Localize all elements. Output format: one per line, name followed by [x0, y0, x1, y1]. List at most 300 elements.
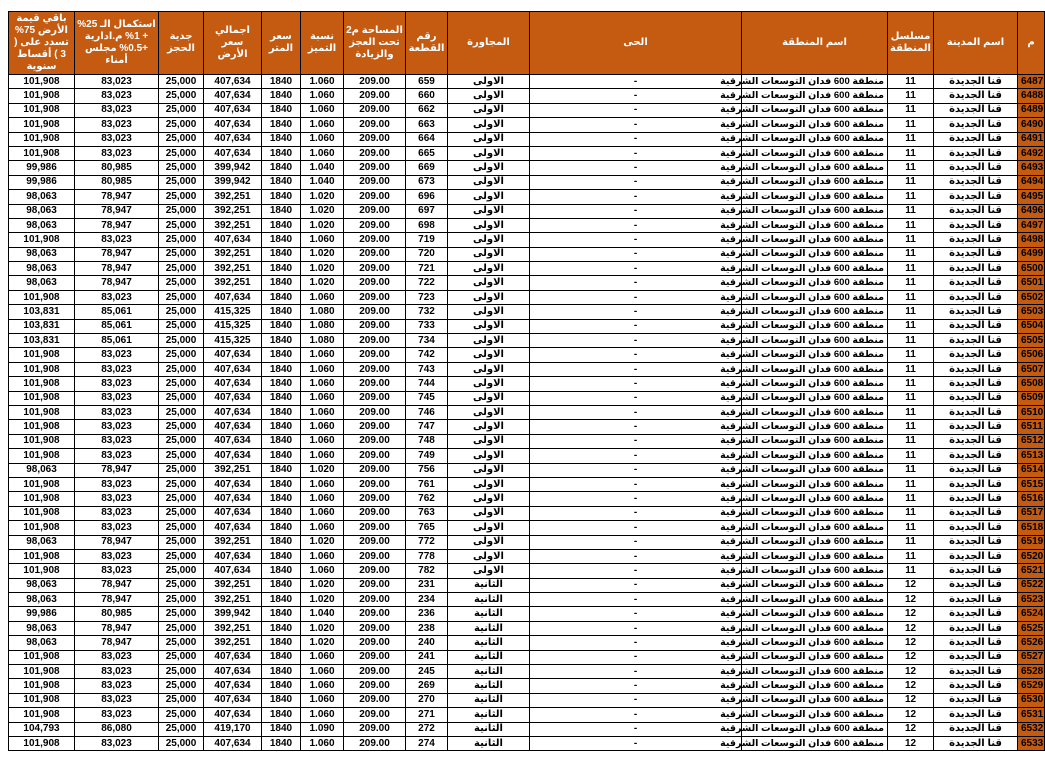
ratio-cell: 1.060 — [301, 650, 344, 664]
meter-price-cell: 1840 — [262, 492, 301, 506]
zone-name-cell: منطقة 600 فدان التوسعات الشرقية — [742, 276, 888, 290]
city-cell: قنا الجديدة — [934, 665, 1018, 679]
district-cell: - — [530, 262, 742, 276]
district-cell: - — [530, 391, 742, 405]
advance-cell: 83,023 — [75, 118, 159, 132]
remaining-cell: 101,908 — [9, 506, 75, 520]
row-id-cell: 6516 — [1018, 492, 1045, 506]
district-cell: - — [530, 405, 742, 419]
zone-name-cell: منطقة 600 فدان التوسعات الشرقية — [742, 75, 888, 89]
remaining-cell: 98,063 — [9, 190, 75, 204]
ratio-cell: 1.060 — [301, 564, 344, 578]
deposit-cell: 25,000 — [159, 722, 204, 736]
table-row — [9, 736, 1045, 750]
meter-price-cell: 1840 — [262, 621, 301, 635]
row-id-cell: 6507 — [1018, 362, 1045, 376]
total-price-cell: 392,251 — [204, 190, 262, 204]
zone-name-cell: منطقة 600 فدان التوسعات الشرقية — [742, 161, 888, 175]
city-cell: قنا الجديدة — [934, 449, 1018, 463]
ratio-cell: 1.060 — [301, 549, 344, 563]
zone-seq-cell: 11 — [888, 477, 934, 491]
zone-name-cell: منطقة 600 فدان التوسعات الشرقية — [742, 679, 888, 693]
district-cell: - — [530, 621, 742, 635]
row-id-cell: 6528 — [1018, 665, 1045, 679]
advance-cell: 78,947 — [75, 578, 159, 592]
total-price-cell: 407,634 — [204, 89, 262, 103]
meter-price-cell: 1840 — [262, 190, 301, 204]
deposit-cell: 25,000 — [159, 348, 204, 362]
district-cell: - — [530, 449, 742, 463]
plot-number-cell: 240 — [406, 636, 448, 650]
neighborhood-cell: الثانية — [448, 607, 530, 621]
city-cell: قنا الجديدة — [934, 262, 1018, 276]
area-cell: 209.00 — [344, 463, 406, 477]
neighborhood-cell: الاولى — [448, 521, 530, 535]
meter-price-cell: 1840 — [262, 636, 301, 650]
zone-name-cell: منطقة 600 فدان التوسعات الشرقية — [742, 146, 888, 160]
city-cell: قنا الجديدة — [934, 621, 1018, 635]
total-price-cell: 392,251 — [204, 636, 262, 650]
plot-number-cell: 236 — [406, 607, 448, 621]
zone-name-cell: منطقة 600 فدان التوسعات الشرقية — [742, 549, 888, 563]
city-cell: قنا الجديدة — [934, 578, 1018, 592]
advance-cell: 83,023 — [75, 391, 159, 405]
total-price-cell: 415,325 — [204, 305, 262, 319]
plot-number-cell: 234 — [406, 593, 448, 607]
remaining-cell: 98,063 — [9, 218, 75, 232]
total-price-cell: 392,251 — [204, 218, 262, 232]
district-cell: - — [530, 75, 742, 89]
plot-number-cell: 761 — [406, 477, 448, 491]
neighborhood-cell: الاولى — [448, 319, 530, 333]
total-price-cell: 407,634 — [204, 377, 262, 391]
area-cell: 209.00 — [344, 362, 406, 376]
meter-price-cell: 1840 — [262, 305, 301, 319]
city-cell: قنا الجديدة — [934, 521, 1018, 535]
zone-seq-cell: 11 — [888, 434, 934, 448]
deposit-cell: 25,000 — [159, 204, 204, 218]
zone-name-cell: منطقة 600 فدان التوسعات الشرقية — [742, 607, 888, 621]
remaining-cell: 101,908 — [9, 233, 75, 247]
table-row — [9, 319, 1045, 333]
deposit-cell: 25,000 — [159, 593, 204, 607]
deposit-cell: 25,000 — [159, 247, 204, 261]
deposit-cell: 25,000 — [159, 362, 204, 376]
area-cell: 209.00 — [344, 736, 406, 750]
meter-price-cell: 1840 — [262, 477, 301, 491]
zone-name-cell: منطقة 600 فدان التوسعات الشرقية — [742, 218, 888, 232]
remaining-cell: 103,831 — [9, 319, 75, 333]
district-cell: - — [530, 679, 742, 693]
zone-seq-cell: 11 — [888, 449, 934, 463]
neighborhood-cell: الاولى — [448, 103, 530, 117]
total-price-cell: 407,634 — [204, 348, 262, 362]
row-id-cell: 6530 — [1018, 693, 1045, 707]
plot-number-cell: 733 — [406, 319, 448, 333]
district-cell: - — [530, 305, 742, 319]
advance-cell: 83,023 — [75, 146, 159, 160]
city-cell: قنا الجديدة — [934, 391, 1018, 405]
remaining-cell: 101,908 — [9, 564, 75, 578]
zone-seq-cell: 11 — [888, 146, 934, 160]
row-id-cell: 6502 — [1018, 290, 1045, 304]
plot-number-cell: 778 — [406, 549, 448, 563]
district-cell: - — [530, 161, 742, 175]
city-cell: قنا الجديدة — [934, 405, 1018, 419]
row-id-cell: 6491 — [1018, 132, 1045, 146]
zone-seq-cell: 11 — [888, 362, 934, 376]
header-ratio: نسبة التميز — [301, 12, 344, 75]
total-price-cell: 392,251 — [204, 578, 262, 592]
header-neighborhood: المجاورة — [448, 12, 530, 75]
ratio-cell: 1.060 — [301, 736, 344, 750]
area-cell: 209.00 — [344, 319, 406, 333]
zone-name-cell: منطقة 600 فدان التوسعات الشرقية — [742, 564, 888, 578]
city-cell: قنا الجديدة — [934, 305, 1018, 319]
header-zone: اسم المنطقة — [742, 12, 888, 75]
meter-price-cell: 1840 — [262, 535, 301, 549]
meter-price-cell: 1840 — [262, 348, 301, 362]
district-cell: - — [530, 118, 742, 132]
area-cell: 209.00 — [344, 247, 406, 261]
remaining-cell: 101,908 — [9, 146, 75, 160]
deposit-cell: 25,000 — [159, 463, 204, 477]
zone-name-cell: منطقة 600 فدان التوسعات الشرقية — [742, 348, 888, 362]
city-cell: قنا الجديدة — [934, 420, 1018, 434]
table-row — [9, 247, 1045, 261]
neighborhood-cell: الثانية — [448, 621, 530, 635]
row-id-cell: 6498 — [1018, 233, 1045, 247]
meter-price-cell: 1840 — [262, 521, 301, 535]
plot-number-cell: 698 — [406, 218, 448, 232]
zone-seq-cell: 11 — [888, 564, 934, 578]
district-cell: - — [530, 377, 742, 391]
meter-price-cell: 1840 — [262, 146, 301, 160]
neighborhood-cell: الاولى — [448, 477, 530, 491]
row-id-cell: 6492 — [1018, 146, 1045, 160]
neighborhood-cell: الثانية — [448, 650, 530, 664]
deposit-cell: 25,000 — [159, 578, 204, 592]
district-cell: - — [530, 665, 742, 679]
plot-number-cell: 744 — [406, 377, 448, 391]
remaining-cell: 98,063 — [9, 204, 75, 218]
plot-number-cell: 742 — [406, 348, 448, 362]
meter-price-cell: 1840 — [262, 262, 301, 276]
city-cell: قنا الجديدة — [934, 434, 1018, 448]
ratio-cell: 1.060 — [301, 89, 344, 103]
row-id-cell: 6497 — [1018, 218, 1045, 232]
deposit-cell: 25,000 — [159, 492, 204, 506]
total-price-cell: 407,634 — [204, 477, 262, 491]
advance-cell: 83,023 — [75, 477, 159, 491]
deposit-cell: 25,000 — [159, 175, 204, 189]
deposit-cell: 25,000 — [159, 449, 204, 463]
row-id-cell: 6531 — [1018, 708, 1045, 722]
plot-number-cell: 719 — [406, 233, 448, 247]
table-row — [9, 190, 1045, 204]
advance-cell: 85,061 — [75, 334, 159, 348]
zone-seq-cell: 11 — [888, 348, 934, 362]
table-row — [9, 348, 1045, 362]
neighborhood-cell: الاولى — [448, 449, 530, 463]
ratio-cell: 1.060 — [301, 377, 344, 391]
row-id-cell: 6522 — [1018, 578, 1045, 592]
district-cell: - — [530, 218, 742, 232]
meter-price-cell: 1840 — [262, 290, 301, 304]
remaining-cell: 103,831 — [9, 305, 75, 319]
area-cell: 209.00 — [344, 693, 406, 707]
table-row — [9, 564, 1045, 578]
area-cell: 209.00 — [344, 650, 406, 664]
advance-cell: 78,947 — [75, 190, 159, 204]
ratio-cell: 1.040 — [301, 607, 344, 621]
city-cell: قنا الجديدة — [934, 204, 1018, 218]
total-price-cell: 392,251 — [204, 247, 262, 261]
table-row — [9, 377, 1045, 391]
advance-cell: 83,023 — [75, 75, 159, 89]
ratio-cell: 1.060 — [301, 449, 344, 463]
advance-cell: 83,023 — [75, 679, 159, 693]
plot-number-cell: 270 — [406, 693, 448, 707]
neighborhood-cell: الثانية — [448, 722, 530, 736]
zone-seq-cell: 12 — [888, 578, 934, 592]
total-price-cell: 407,634 — [204, 736, 262, 750]
remaining-cell: 101,908 — [9, 679, 75, 693]
row-id-cell: 6517 — [1018, 506, 1045, 520]
ratio-cell: 1.080 — [301, 334, 344, 348]
ratio-cell: 1.020 — [301, 262, 344, 276]
plot-number-cell: 241 — [406, 650, 448, 664]
deposit-cell: 25,000 — [159, 146, 204, 160]
zone-name-cell: منطقة 600 فدان التوسعات الشرقية — [742, 247, 888, 261]
zone-name-cell: منطقة 600 فدان التوسعات الشرقية — [742, 736, 888, 750]
remaining-cell: 98,063 — [9, 621, 75, 635]
row-id-cell: 6500 — [1018, 262, 1045, 276]
ratio-cell: 1.060 — [301, 477, 344, 491]
ratio-cell: 1.060 — [301, 75, 344, 89]
neighborhood-cell: الثانية — [448, 578, 530, 592]
deposit-cell: 25,000 — [159, 218, 204, 232]
ratio-cell: 1.060 — [301, 391, 344, 405]
table-row — [9, 204, 1045, 218]
zone-name-cell: منطقة 600 فدان التوسعات الشرقية — [742, 535, 888, 549]
plot-number-cell: 745 — [406, 391, 448, 405]
ratio-cell: 1.060 — [301, 420, 344, 434]
total-price-cell: 392,251 — [204, 204, 262, 218]
district-cell: - — [530, 708, 742, 722]
advance-cell: 83,023 — [75, 549, 159, 563]
advance-cell: 78,947 — [75, 463, 159, 477]
row-id-cell: 6533 — [1018, 736, 1045, 750]
zone-name-cell: منطقة 600 فدان التوسعات الشرقية — [742, 665, 888, 679]
advance-cell: 83,023 — [75, 492, 159, 506]
total-price-cell: 407,634 — [204, 132, 262, 146]
plot-number-cell: 723 — [406, 290, 448, 304]
meter-price-cell: 1840 — [262, 362, 301, 376]
plot-number-cell: 747 — [406, 420, 448, 434]
neighborhood-cell: الاولى — [448, 564, 530, 578]
meter-price-cell: 1840 — [262, 377, 301, 391]
area-cell: 209.00 — [344, 391, 406, 405]
area-cell: 209.00 — [344, 75, 406, 89]
advance-cell: 78,947 — [75, 636, 159, 650]
neighborhood-cell: الاولى — [448, 290, 530, 304]
area-cell: 209.00 — [344, 636, 406, 650]
total-price-cell: 392,251 — [204, 262, 262, 276]
ratio-cell: 1.020 — [301, 218, 344, 232]
zone-seq-cell: 11 — [888, 420, 934, 434]
total-price-cell: 407,634 — [204, 75, 262, 89]
advance-cell: 83,023 — [75, 434, 159, 448]
district-cell: - — [530, 492, 742, 506]
deposit-cell: 25,000 — [159, 693, 204, 707]
table-body — [9, 75, 1045, 751]
advance-cell: 83,023 — [75, 650, 159, 664]
ratio-cell: 1.020 — [301, 636, 344, 650]
city-cell: قنا الجديدة — [934, 348, 1018, 362]
area-cell: 209.00 — [344, 477, 406, 491]
deposit-cell: 25,000 — [159, 75, 204, 89]
advance-cell: 83,023 — [75, 506, 159, 520]
plot-number-cell: 663 — [406, 118, 448, 132]
neighborhood-cell: الثانية — [448, 679, 530, 693]
neighborhood-cell: الاولى — [448, 549, 530, 563]
table-row — [9, 75, 1045, 89]
neighborhood-cell: الاولى — [448, 420, 530, 434]
plot-number-cell: 749 — [406, 449, 448, 463]
remaining-cell: 99,986 — [9, 175, 75, 189]
row-id-cell: 6524 — [1018, 607, 1045, 621]
header-price: سعر المتر — [262, 12, 301, 75]
city-cell: قنا الجديدة — [934, 146, 1018, 160]
advance-cell: 80,985 — [75, 607, 159, 621]
zone-seq-cell: 11 — [888, 391, 934, 405]
district-cell: - — [530, 693, 742, 707]
plot-number-cell: 660 — [406, 89, 448, 103]
deposit-cell: 25,000 — [159, 650, 204, 664]
total-price-cell: 415,325 — [204, 334, 262, 348]
deposit-cell: 25,000 — [159, 377, 204, 391]
header-district: الحى — [530, 12, 742, 75]
zone-seq-cell: 12 — [888, 722, 934, 736]
table-row — [9, 535, 1045, 549]
ratio-cell: 1.020 — [301, 247, 344, 261]
meter-price-cell: 1840 — [262, 708, 301, 722]
meter-price-cell: 1840 — [262, 549, 301, 563]
district-cell: - — [530, 132, 742, 146]
total-price-cell: 415,325 — [204, 319, 262, 333]
plot-number-cell: 743 — [406, 362, 448, 376]
district-cell: - — [530, 276, 742, 290]
meter-price-cell: 1840 — [262, 434, 301, 448]
deposit-cell: 25,000 — [159, 708, 204, 722]
city-cell: قنا الجديدة — [934, 233, 1018, 247]
row-id-cell: 6506 — [1018, 348, 1045, 362]
district-cell: - — [530, 477, 742, 491]
row-id-cell: 6494 — [1018, 175, 1045, 189]
remaining-cell: 101,908 — [9, 521, 75, 535]
plot-number-cell: 722 — [406, 276, 448, 290]
advance-cell: 85,061 — [75, 305, 159, 319]
plot-number-cell: 748 — [406, 434, 448, 448]
zone-seq-cell: 11 — [888, 247, 934, 261]
row-id-cell: 6490 — [1018, 118, 1045, 132]
total-price-cell: 407,634 — [204, 434, 262, 448]
table-row — [9, 405, 1045, 419]
neighborhood-cell: الاولى — [448, 247, 530, 261]
ratio-cell: 1.060 — [301, 693, 344, 707]
table-row — [9, 175, 1045, 189]
table-row — [9, 607, 1045, 621]
ratio-cell: 1.090 — [301, 722, 344, 736]
row-id-cell: 6504 — [1018, 319, 1045, 333]
area-cell: 209.00 — [344, 305, 406, 319]
area-cell: 209.00 — [344, 405, 406, 419]
row-id-cell: 6509 — [1018, 391, 1045, 405]
ratio-cell: 1.020 — [301, 535, 344, 549]
district-cell: - — [530, 463, 742, 477]
advance-cell: 83,023 — [75, 348, 159, 362]
ratio-cell: 1.080 — [301, 319, 344, 333]
total-price-cell: 407,634 — [204, 708, 262, 722]
zone-name-cell: منطقة 600 فدان التوسعات الشرقية — [742, 693, 888, 707]
zone-seq-cell: 11 — [888, 405, 934, 419]
total-price-cell: 407,634 — [204, 506, 262, 520]
zone-name-cell: منطقة 600 فدان التوسعات الشرقية — [742, 305, 888, 319]
ratio-cell: 1.060 — [301, 708, 344, 722]
row-id-cell: 6515 — [1018, 477, 1045, 491]
zone-seq-cell: 11 — [888, 262, 934, 276]
row-id-cell: 6505 — [1018, 334, 1045, 348]
zone-seq-cell: 11 — [888, 334, 934, 348]
ratio-cell: 1.020 — [301, 276, 344, 290]
meter-price-cell: 1840 — [262, 665, 301, 679]
advance-cell: 83,023 — [75, 377, 159, 391]
area-cell: 209.00 — [344, 564, 406, 578]
district-cell: - — [530, 722, 742, 736]
table-row — [9, 521, 1045, 535]
remaining-cell: 101,908 — [9, 75, 75, 89]
city-cell: قنا الجديدة — [934, 175, 1018, 189]
ratio-cell: 1.060 — [301, 132, 344, 146]
zone-name-cell: منطقة 600 فدان التوسعات الشرقية — [742, 190, 888, 204]
remaining-cell: 101,908 — [9, 103, 75, 117]
city-cell: قنا الجديدة — [934, 377, 1018, 391]
remaining-cell: 101,908 — [9, 736, 75, 750]
deposit-cell: 25,000 — [159, 420, 204, 434]
advance-cell: 83,023 — [75, 362, 159, 376]
table-row — [9, 118, 1045, 132]
plot-number-cell: 697 — [406, 204, 448, 218]
neighborhood-cell: الاولى — [448, 175, 530, 189]
zone-name-cell: منطقة 600 فدان التوسعات الشرقية — [742, 362, 888, 376]
advance-cell: 86,080 — [75, 722, 159, 736]
neighborhood-cell: الاولى — [448, 161, 530, 175]
remaining-cell: 101,908 — [9, 348, 75, 362]
advance-cell: 83,023 — [75, 449, 159, 463]
advance-cell: 78,947 — [75, 204, 159, 218]
zone-name-cell: منطقة 600 فدان التوسعات الشرقية — [742, 319, 888, 333]
zone-seq-cell: 11 — [888, 506, 934, 520]
advance-cell: 80,985 — [75, 161, 159, 175]
ratio-cell: 1.060 — [301, 348, 344, 362]
table-row — [9, 89, 1045, 103]
table-row — [9, 305, 1045, 319]
remaining-cell: 101,908 — [9, 477, 75, 491]
plot-number-cell: 271 — [406, 708, 448, 722]
district-cell: - — [530, 348, 742, 362]
city-cell: قنا الجديدة — [934, 722, 1018, 736]
